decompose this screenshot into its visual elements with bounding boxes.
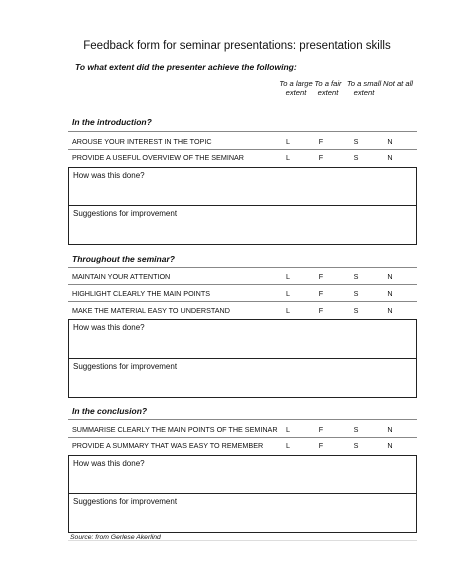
divider bbox=[68, 149, 417, 150]
suggestions-field[interactable] bbox=[69, 494, 416, 532]
mark-large[interactable]: L bbox=[286, 137, 290, 146]
divider bbox=[68, 131, 417, 132]
suggestions-field[interactable] bbox=[69, 359, 416, 397]
mark-large[interactable]: L bbox=[286, 289, 290, 298]
form-question: To what extent did the presenter achieve the following: bbox=[75, 62, 297, 72]
mark-fair[interactable]: F bbox=[318, 153, 324, 162]
item-label: HIGHLIGHT CLEARLY THE MAIN POINTS bbox=[72, 289, 211, 298]
mark-fair[interactable]: F bbox=[318, 441, 324, 450]
comment-box-conclusion bbox=[68, 455, 417, 533]
mark-not-at-all[interactable]: N bbox=[387, 153, 393, 162]
suggestions-label: Suggestions for improvement bbox=[73, 362, 178, 371]
mark-small[interactable]: S bbox=[353, 137, 359, 146]
mark-fair[interactable]: F bbox=[318, 306, 324, 315]
suggestions-field[interactable] bbox=[69, 206, 416, 244]
mark-not-at-all[interactable]: N bbox=[387, 137, 393, 146]
column-header-large-extent: To a large extent bbox=[279, 79, 313, 97]
item-label: MAINTAIN YOUR ATTENTION bbox=[72, 272, 171, 281]
mark-not-at-all[interactable]: N bbox=[387, 441, 393, 450]
mark-fair[interactable]: F bbox=[318, 272, 324, 281]
divider bbox=[68, 284, 417, 285]
mark-fair[interactable]: F bbox=[318, 289, 324, 298]
divider bbox=[68, 301, 417, 302]
source-note: Source: from Gerlese Akerlind bbox=[70, 534, 161, 541]
column-header-not-at-all: Not at all bbox=[383, 79, 413, 88]
section-heading-introduction: In the introduction? bbox=[72, 117, 152, 127]
mark-small[interactable]: S bbox=[353, 441, 359, 450]
mark-large[interactable]: L bbox=[286, 306, 290, 315]
mark-fair[interactable]: F bbox=[318, 425, 324, 434]
mark-not-at-all[interactable]: N bbox=[387, 289, 393, 298]
section-heading-throughout: Throughout the seminar? bbox=[72, 254, 175, 264]
mark-small[interactable]: S bbox=[353, 425, 359, 434]
how-label: How was this done? bbox=[73, 323, 145, 332]
section-heading-conclusion: In the conclusion? bbox=[72, 406, 148, 416]
mark-not-at-all[interactable]: N bbox=[387, 272, 393, 281]
mark-not-at-all[interactable]: N bbox=[387, 425, 393, 434]
divider bbox=[68, 419, 417, 420]
mark-fair[interactable]: F bbox=[318, 137, 324, 146]
how-label: How was this done? bbox=[73, 171, 145, 180]
mark-small[interactable]: S bbox=[353, 153, 359, 162]
mark-small[interactable]: S bbox=[353, 289, 359, 298]
mark-large[interactable]: L bbox=[286, 272, 290, 281]
column-header-fair-extent: To a fair extent bbox=[314, 79, 342, 97]
divider bbox=[68, 437, 417, 438]
item-label: AROUSE YOUR INTEREST IN THE TOPIC bbox=[72, 137, 212, 146]
item-label: PROVIDE A USEFUL OVERVIEW OF THE SEMINAR bbox=[72, 153, 245, 162]
mark-small[interactable]: S bbox=[353, 272, 359, 281]
mark-small[interactable]: S bbox=[353, 306, 359, 315]
item-label: PROVIDE A SUMMARY THAT WAS EASY TO REMEMBER bbox=[72, 441, 264, 450]
column-header-small-extent: To a small extent bbox=[346, 79, 382, 97]
comment-box-throughout bbox=[68, 319, 417, 398]
mark-not-at-all[interactable]: N bbox=[387, 306, 393, 315]
form-title: Feedback form for seminar presentations: presentation skills bbox=[83, 40, 391, 52]
how-field[interactable] bbox=[69, 456, 416, 494]
mark-large[interactable]: L bbox=[286, 153, 290, 162]
divider bbox=[68, 267, 417, 268]
suggestions-label: Suggestions for improvement bbox=[73, 497, 178, 506]
comment-box-introduction bbox=[68, 167, 417, 245]
suggestions-label: Suggestions for improvement bbox=[73, 209, 178, 218]
how-label: How was this done? bbox=[73, 459, 145, 468]
item-label: SUMMARISE CLEARLY THE MAIN POINTS OF THE SEMINAR bbox=[72, 425, 278, 434]
mark-large[interactable]: L bbox=[286, 441, 290, 450]
item-label: MAKE THE MATERIAL EASY TO UNDERSTAND bbox=[72, 306, 230, 315]
how-field[interactable] bbox=[69, 320, 416, 359]
how-field[interactable] bbox=[69, 168, 416, 206]
mark-large[interactable]: L bbox=[286, 425, 290, 434]
